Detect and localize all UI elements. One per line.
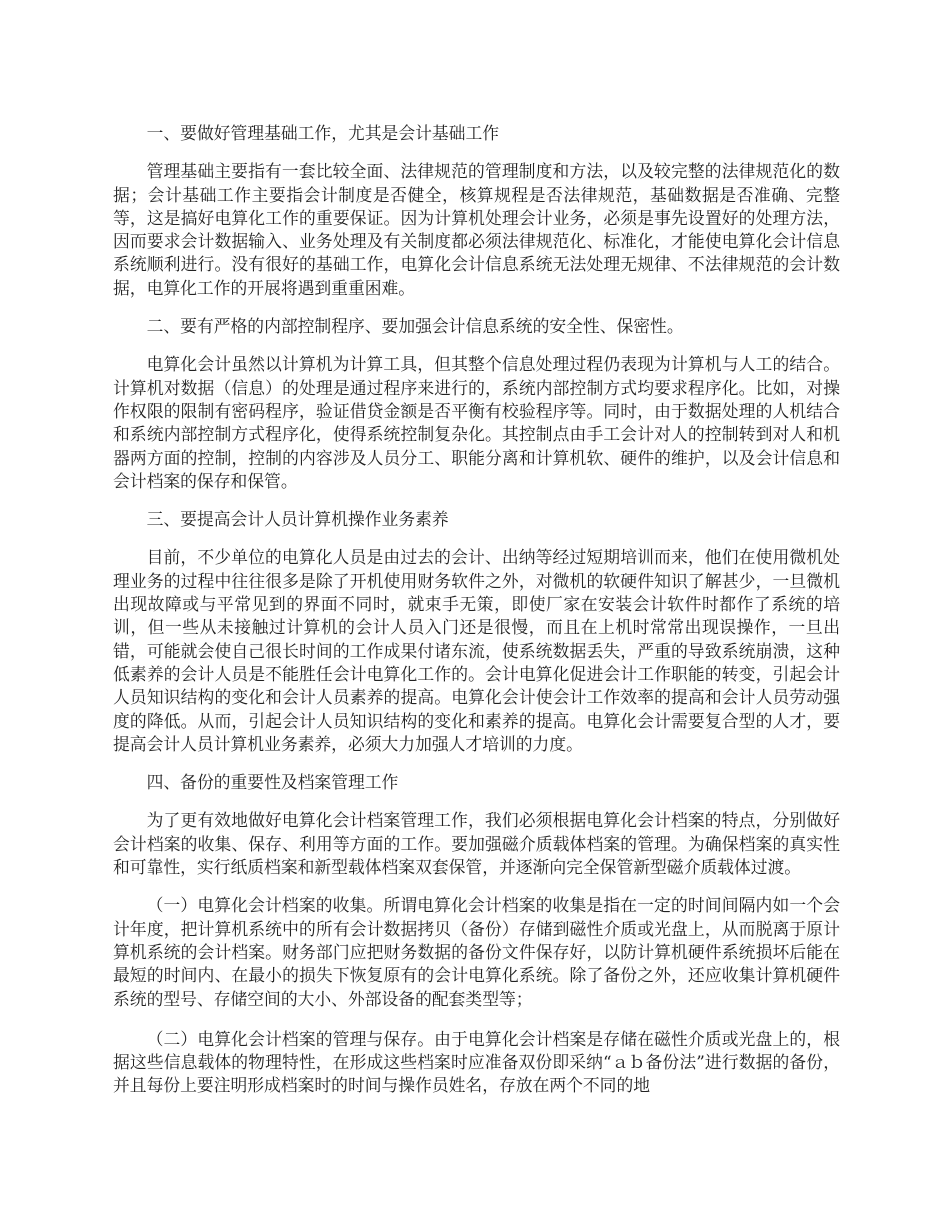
section-4-paragraph-intro: 为了更有效地做好电算化会计档案管理工作，我们必须根据电算化会计档案的特点，分别做好会计档案的收集、保存、利用等方面的工作。要加强磁介质载体档案的管理。为确保档案的真实性和可靠性，实行纸质档案和新型载体档案双套保管，并逐渐向完全保管新型磁介质载体过渡。 bbox=[113, 810, 840, 878]
section-2-heading: 二、要有严格的内部控制程序、要加强会计信息系统的安全性、保密性。 bbox=[146, 316, 684, 337]
section-3-paragraph: 目前，不少单位的电算化人员是由过去的会计、出纳等经过短期培训而来，他们在使用微机处理业务的过程中往往很多是除了开机使用财务软件之外，对微机的软硬件知识了解甚少，一旦微机出现故障或与平常见到的界面不同时，就束手无策，即使厂家在安装会计软件时都作了系统的培训，但一些从未接触过计算机的会计人员入门还是很慢，而且在上机时常常出现误操作，一旦出错，可能就会使自己很长时间的工作成果付诸东流，使系统数据丢失，严重的导致系统崩溃，这种低素养的会计人员是不能胜任会计电算化工作的。会计电算化促进会计工作职能的转变，引起会计人员知识结构的变化和会计人员素养的提高。电算化会计使会计工作效率的提高和会计人员劳动强度的降低。从而，引起会计人员知识结构的变化和素养的提高。电算化会计需要复合型的人才，要提高会计人员计算机业务素养，必须大力加强人才培训的力度。 bbox=[113, 547, 840, 754]
section-1-paragraph: 管理基础主要指有一套比较全面、法律规范的管理制度和方法，以及较完整的法律规范化的数据；会计基础工作主要指会计制度是否健全，核算规程是否法律规范，基础数据是否准确、完整等，这是搞好电算化工作的重要保证。因为计算机处理会计业务，必须是事先设置好的处理方法，因而要求会计数据输入、业务处理及有关制度都必须法律规范化、标准化，才能使电算化会计信息系统顺利进行。没有很好的基础工作，电算化会计信息系统无法处理无规律、不法律规范的会计数据，电算化工作的开展将遇到重重困难。 bbox=[113, 161, 840, 298]
section-4-paragraph-collection: （一）电算化会计档案的收集。所谓电算化会计档案的收集是指在一定的时间间隔内如一个会计年度，把计算机系统中的所有会计数据拷贝（备份）存储到磁性介质或光盘上，从而脱离于原计算机系统的会计档案。财务部门应把财务数据的备份文件保存好，以防计算机硬件系统损坏后能在最短的时间内、在最小的损失下恢复原有的会计电算化系统。除了备份之外，还应收集计算机硬件系统的型号、存储空间的大小、外部设备的配套类型等； bbox=[113, 895, 840, 1009]
document-page bbox=[113, 122, 840, 1113]
section-3-heading: 三、要提高会计人员计算机操作业务素养 bbox=[146, 509, 449, 530]
section-1-heading: 一、要做好管理基础工作，尤其是会计基础工作 bbox=[146, 123, 500, 143]
section-4-heading: 四、备份的重要性及档案管理工作 bbox=[146, 772, 399, 793]
section-2-paragraph: 电算化会计虽然以计算机为计算工具，但其整个信息处理过程仍表现为计算机与人工的结合。计算机对数据（信息）的处理是通过程序来进行的，系统内部控制方式均要求程序化。比如，对操作权限的限制有密码程序，验证借贷金额是否平衡有校验程序等。同时，由于数据处理的人机结合和系统内部控制方式程序化，使得系统控制复杂化。其控制点由手工会计对人的控制转到对人和机器两方面的控制，控制的内容涉及人员分工、职能分离和计算机软、硬件的维护，以及会计信息和会计档案的保存和保管。 bbox=[113, 354, 840, 491]
section-4-paragraph-storage: （二）电算化会计档案的管理与保存。由于电算化会计档案是存储在磁性介质或光盘上的，根据这些信息载体的物理特性，在形成这些档案时应准备双份即采纳“ａｂ备份法”进行数据的备份，并且每份上要注明形成档案时的时间与操作员姓名，存放在两个不同的地 bbox=[113, 1028, 840, 1096]
